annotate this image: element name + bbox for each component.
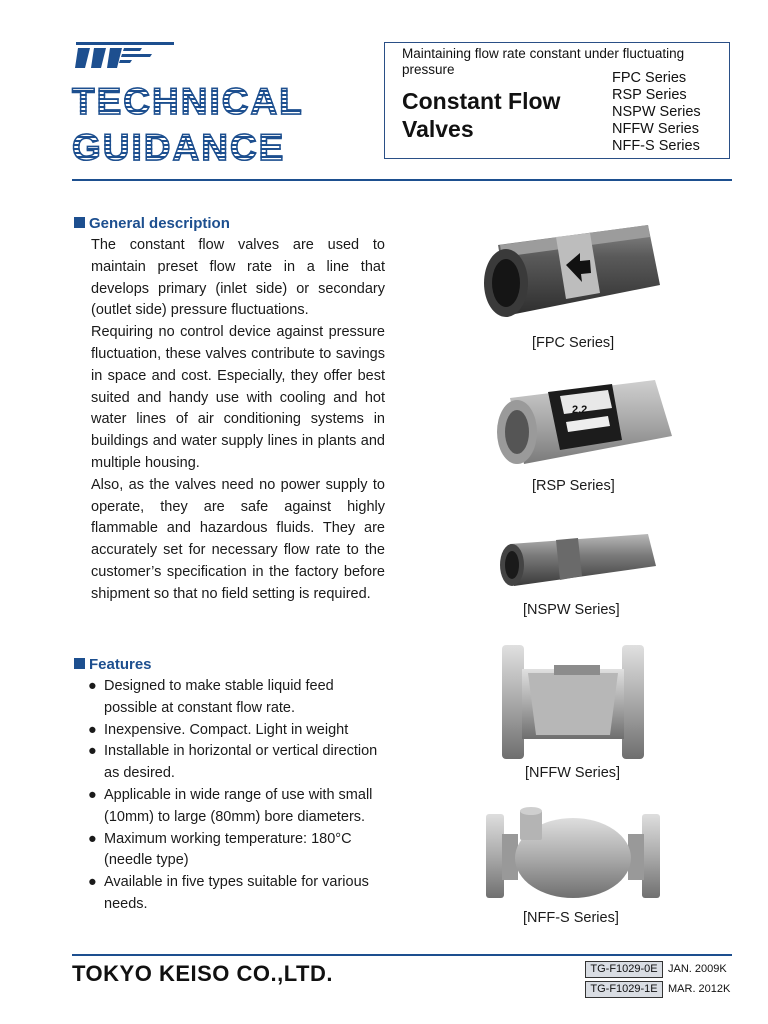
- features-list: [88, 676, 386, 916]
- bullet-icon: ●: [88, 830, 97, 847]
- document-date: JAN. 2009K: [668, 963, 727, 975]
- general-description-heading-text: General description: [89, 215, 230, 232]
- feature-item: [88, 741, 386, 785]
- features-heading: [74, 656, 152, 673]
- feature-text: Applicable in wide range of use with small (10mm) to large (80mm) bore diameters.: [104, 786, 373, 825]
- title-subtitle: Maintaining flow rate constant under fluctuating pressure: [402, 46, 685, 77]
- rsp-label: 2.2: [572, 404, 588, 416]
- rsp-caption: [RSP Series]: [532, 478, 615, 494]
- features-heading-text: Features: [89, 656, 152, 673]
- series-item: NFF-S Series: [612, 138, 700, 154]
- feature-item: [88, 872, 386, 916]
- series-item: NSPW Series: [612, 104, 701, 120]
- bullet-icon: ●: [88, 743, 97, 760]
- fpc-valve-photo: [478, 223, 668, 338]
- title-line1: Constant Flow: [402, 88, 561, 114]
- nffs-valve-photo: [484, 806, 664, 911]
- feature-text: Available in five types suitable for various needs.: [104, 874, 369, 912]
- paragraph: Also, as the valves need no power supply to operate, they are safe against highly flammable and hazardous fluids. They are accurately set for necessary flow rate to the customer’s specification in the factory before shipment so that no field setting is required.: [91, 476, 385, 602]
- feature-text: Maximum working temperature: 180°C (needle type): [104, 830, 352, 869]
- series-item: NFFW Series: [612, 121, 699, 137]
- feature-text: Inexpensive. Compact. Light in weight: [104, 721, 349, 738]
- bullet-icon: ●: [88, 874, 97, 891]
- fpc-caption: [FPC Series]: [532, 335, 615, 351]
- feature-item: [88, 785, 386, 829]
- title-box: [384, 42, 730, 159]
- feature-text: Designed to make stable liquid feed possible at constant flow rate.: [104, 678, 334, 716]
- paragraph: The constant flow valves are used to maintain preset flow rate in a line that develops primary (inlet side) or secondary (outlet side) pressure fluctuations.: [91, 237, 385, 319]
- series-list: [612, 70, 701, 155]
- rsp-valve-photo: [490, 378, 680, 478]
- paragraph: Requiring no control device against pressure fluctuation, these valves contribute to savings in space and cost. Especially, they offer best suited and handy use with cooling and hot water lines of air conditioning systems in buildings and water supply lines in plants and multiple housing.: [91, 324, 385, 471]
- general-description-body: [91, 235, 385, 606]
- square-bullet-icon: [74, 217, 85, 228]
- feature-item: [88, 676, 386, 720]
- nffs-caption: [NFF-S Series]: [523, 910, 619, 926]
- feature-text: Installable in horizontal or vertical direction as desired.: [104, 743, 378, 782]
- bullet-icon: ●: [88, 786, 97, 803]
- feature-item: [88, 720, 386, 742]
- company-logo-mark: [72, 40, 176, 75]
- general-description-heading: [74, 215, 230, 232]
- series-item: RSP Series: [612, 87, 687, 103]
- footer-divider: [72, 954, 732, 956]
- document-title: [402, 87, 560, 143]
- bullet-icon: ●: [88, 678, 97, 694]
- header-divider: [72, 179, 732, 181]
- nffw-valve-photo: [498, 643, 648, 766]
- document-code: TG-F1029-0E: [585, 961, 663, 978]
- nspw-caption: [NSPW Series]: [523, 602, 620, 618]
- feature-item: [88, 829, 386, 873]
- bullet-icon: ●: [88, 721, 97, 738]
- technical-guidance-line2: GUIDANCE: [72, 127, 286, 168]
- nffw-caption: [NFFW Series]: [525, 765, 621, 781]
- title-line2: Valves: [402, 116, 474, 142]
- company-name: TOKYO KEISO CO.,LTD.: [72, 961, 333, 986]
- technical-guidance-line1: TECHNICAL: [72, 81, 304, 122]
- series-item: FPC Series: [612, 70, 687, 86]
- document-code: TG-F1029-1E: [585, 981, 663, 998]
- square-bullet-icon: [74, 658, 85, 669]
- document-date: MAR. 2012K: [668, 983, 731, 995]
- nspw-valve-photo: [496, 530, 658, 595]
